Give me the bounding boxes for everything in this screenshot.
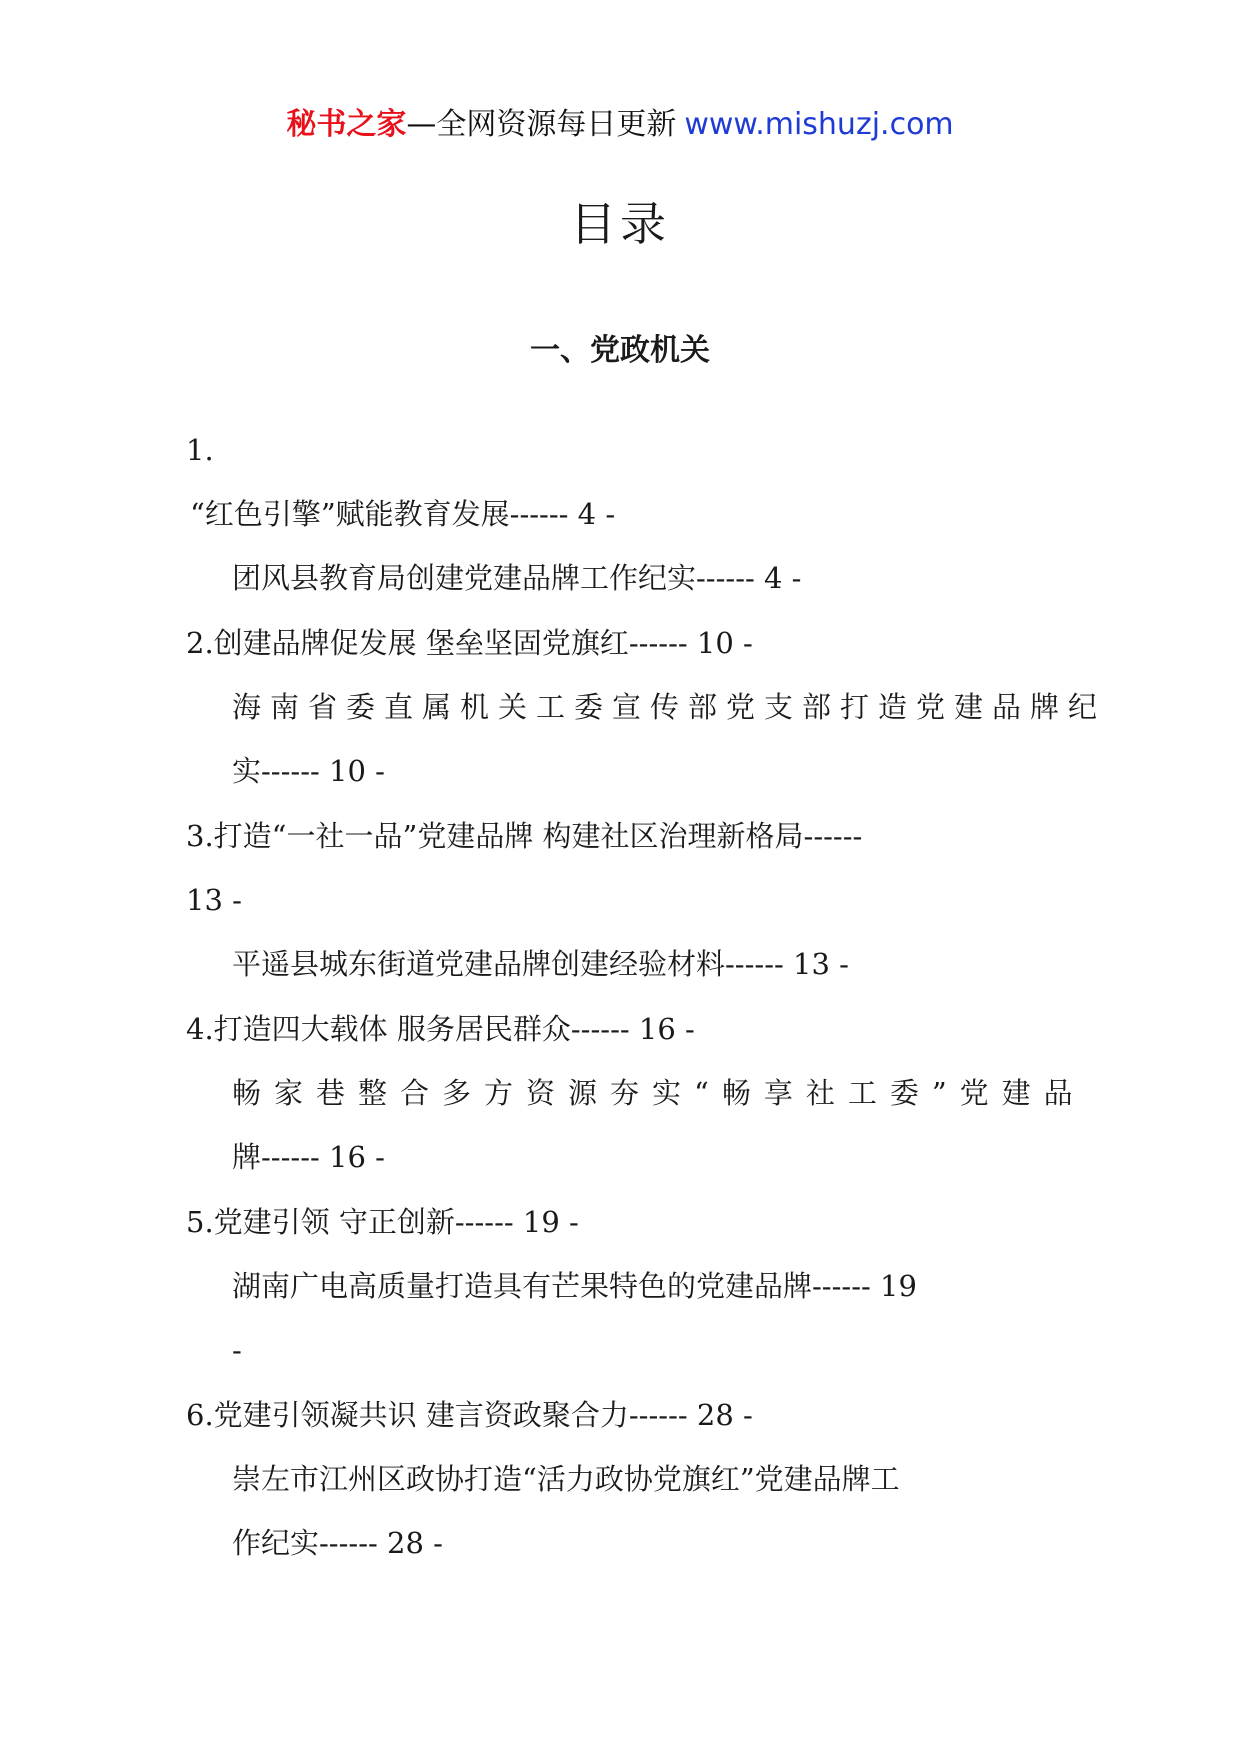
site-banner bbox=[0, 98, 1240, 152]
brand-name: 秘书之家 bbox=[286, 107, 407, 142]
toc-entry-4-subtitle-cont[interactable]: 牌------ 16 - bbox=[232, 1140, 385, 1174]
banner-url-link[interactable]: www.mishuzj.com bbox=[684, 107, 954, 142]
toc-entry-6-title[interactable]: 6.党建引领凝共识 建言资政聚合力------ 28 - bbox=[186, 1398, 753, 1432]
banner-slogan: 全网资源每日更新 bbox=[436, 107, 677, 142]
toc-entry-4-subtitle[interactable]: 畅家巷整合多方资源夯实“畅享社工委”党建品 bbox=[232, 1076, 1086, 1110]
toc-title: 目录 bbox=[570, 197, 670, 251]
toc-entry-5-title[interactable]: 5.党建引领 守正创新------ 19 - bbox=[186, 1205, 579, 1239]
toc-entry-2-title[interactable]: 2.创建品牌促发展 堡垒坚固党旗红------ 10 - bbox=[186, 626, 753, 660]
toc-entry-4-title[interactable]: 4.打造四大载体 服务居民群众------ 16 - bbox=[186, 1012, 695, 1046]
toc-entry-6-subtitle[interactable]: 崇左市江州区政协打造“活力政协党旗红”党建品牌工 bbox=[232, 1462, 900, 1496]
toc-entry-3-subtitle[interactable]: 平遥县城东街道党建品牌创建经验材料------ 13 - bbox=[232, 947, 849, 981]
toc-entry-1-subtitle[interactable]: 团风县教育局创建党建品牌工作纪实------ 4 - bbox=[232, 561, 802, 595]
section-heading: 一、党政机关 bbox=[530, 333, 710, 368]
toc-entry-3-title-cont[interactable]: 13 - bbox=[186, 883, 242, 917]
toc-entry-2-subtitle[interactable]: 海南省委直属机关工委宣传部党支部打造党建品牌纪 bbox=[232, 690, 1107, 724]
toc-entry-5-subtitle[interactable]: 湖南广电高质量打造具有芒果特色的党建品牌------ 19 bbox=[232, 1269, 917, 1303]
toc-entry-5-subtitle-cont[interactable]: - bbox=[232, 1333, 242, 1367]
banner-dash: — bbox=[406, 107, 437, 142]
toc-entry-2-subtitle-cont[interactable]: 实------ 10 - bbox=[232, 754, 385, 788]
toc-entry-1-title[interactable]: “红色引擎”赋能教育发展------ 4 - bbox=[190, 497, 616, 531]
toc-entry-3-title[interactable]: 3.打造“一社一品”党建品牌 构建社区治理新格局------ bbox=[186, 819, 863, 853]
toc-entry-6-subtitle-cont[interactable]: 作纪实------ 28 - bbox=[232, 1526, 443, 1560]
toc-entry-1-number[interactable]: 1. bbox=[186, 433, 214, 467]
